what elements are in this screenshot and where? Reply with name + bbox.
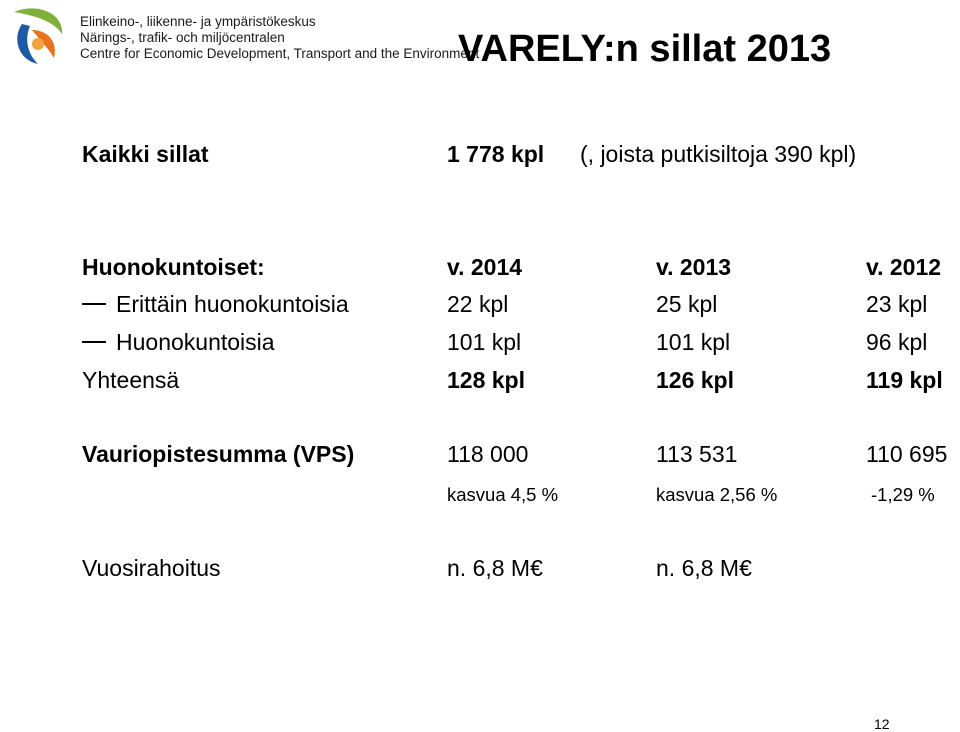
- funding-2013: n. 6,8 M€: [656, 555, 752, 581]
- year-2013: v. 2013: [656, 254, 732, 280]
- funding-label: Vuosirahoitus: [82, 555, 221, 581]
- total-label: Yhteensä: [82, 367, 180, 393]
- summary-label: Kaikki sillat: [82, 141, 209, 167]
- growth-2014: kasvua 4,5 %: [447, 484, 559, 505]
- row-label: Huonokuntoisia: [116, 329, 275, 355]
- year-2014: v. 2014: [447, 254, 523, 280]
- condition-heading: Huonokuntoiset:: [82, 254, 265, 280]
- year-2012: v. 2012: [866, 254, 942, 280]
- condition-row: [0, 329, 960, 359]
- row-value-2013: 25 kpl: [656, 291, 718, 317]
- vps-growth-row: [0, 484, 960, 514]
- row-value-2012: 23 kpl: [866, 291, 928, 317]
- funding-2014: n. 6,8 M€: [447, 555, 543, 581]
- growth-2012: -1,29 %: [871, 484, 935, 505]
- summary-row: [0, 141, 960, 171]
- growth-2013: kasvua 2,56 %: [656, 484, 778, 505]
- total-2012: 119 kpl: [866, 367, 943, 393]
- condition-header-row: [0, 254, 960, 284]
- condition-row: [0, 291, 960, 321]
- slide-title: VARELY:n sillat 2013: [458, 28, 832, 70]
- org-line-sv: Närings-, trafik- och miljöcentralen: [80, 30, 285, 45]
- total-2013: 126 kpl: [656, 367, 734, 393]
- ely-logo: [8, 4, 68, 68]
- vps-label: Vauriopistesumma (VPS): [82, 441, 355, 467]
- row-label: Erittäin huonokuntoisia: [116, 291, 349, 317]
- row-value-2012: 96 kpl: [866, 329, 928, 355]
- summary-note: (, joista putkisiltoja 390 kpl): [580, 141, 857, 167]
- summary-value: 1 778 kpl: [447, 141, 545, 167]
- vps-2013: 113 531: [656, 441, 738, 467]
- vps-2012: 110 695: [866, 441, 948, 467]
- vps-row: [0, 441, 960, 471]
- org-line-fi: Elinkeino-, liikenne- ja ympäristökeskus: [80, 14, 316, 29]
- row-value-2014: 101 kpl: [447, 329, 522, 355]
- row-value-2013: 101 kpl: [656, 329, 731, 355]
- total-row: [0, 367, 960, 397]
- funding-row: [0, 555, 960, 585]
- org-line-en: Centre for Economic Development, Transport and the Environment: [80, 46, 480, 61]
- organization-name: [80, 14, 479, 62]
- row-value-2014: 22 kpl: [447, 291, 509, 317]
- total-2014: 128 kpl: [447, 367, 525, 393]
- page-number: 12: [874, 716, 890, 732]
- vps-2014: 118 000: [447, 441, 529, 467]
